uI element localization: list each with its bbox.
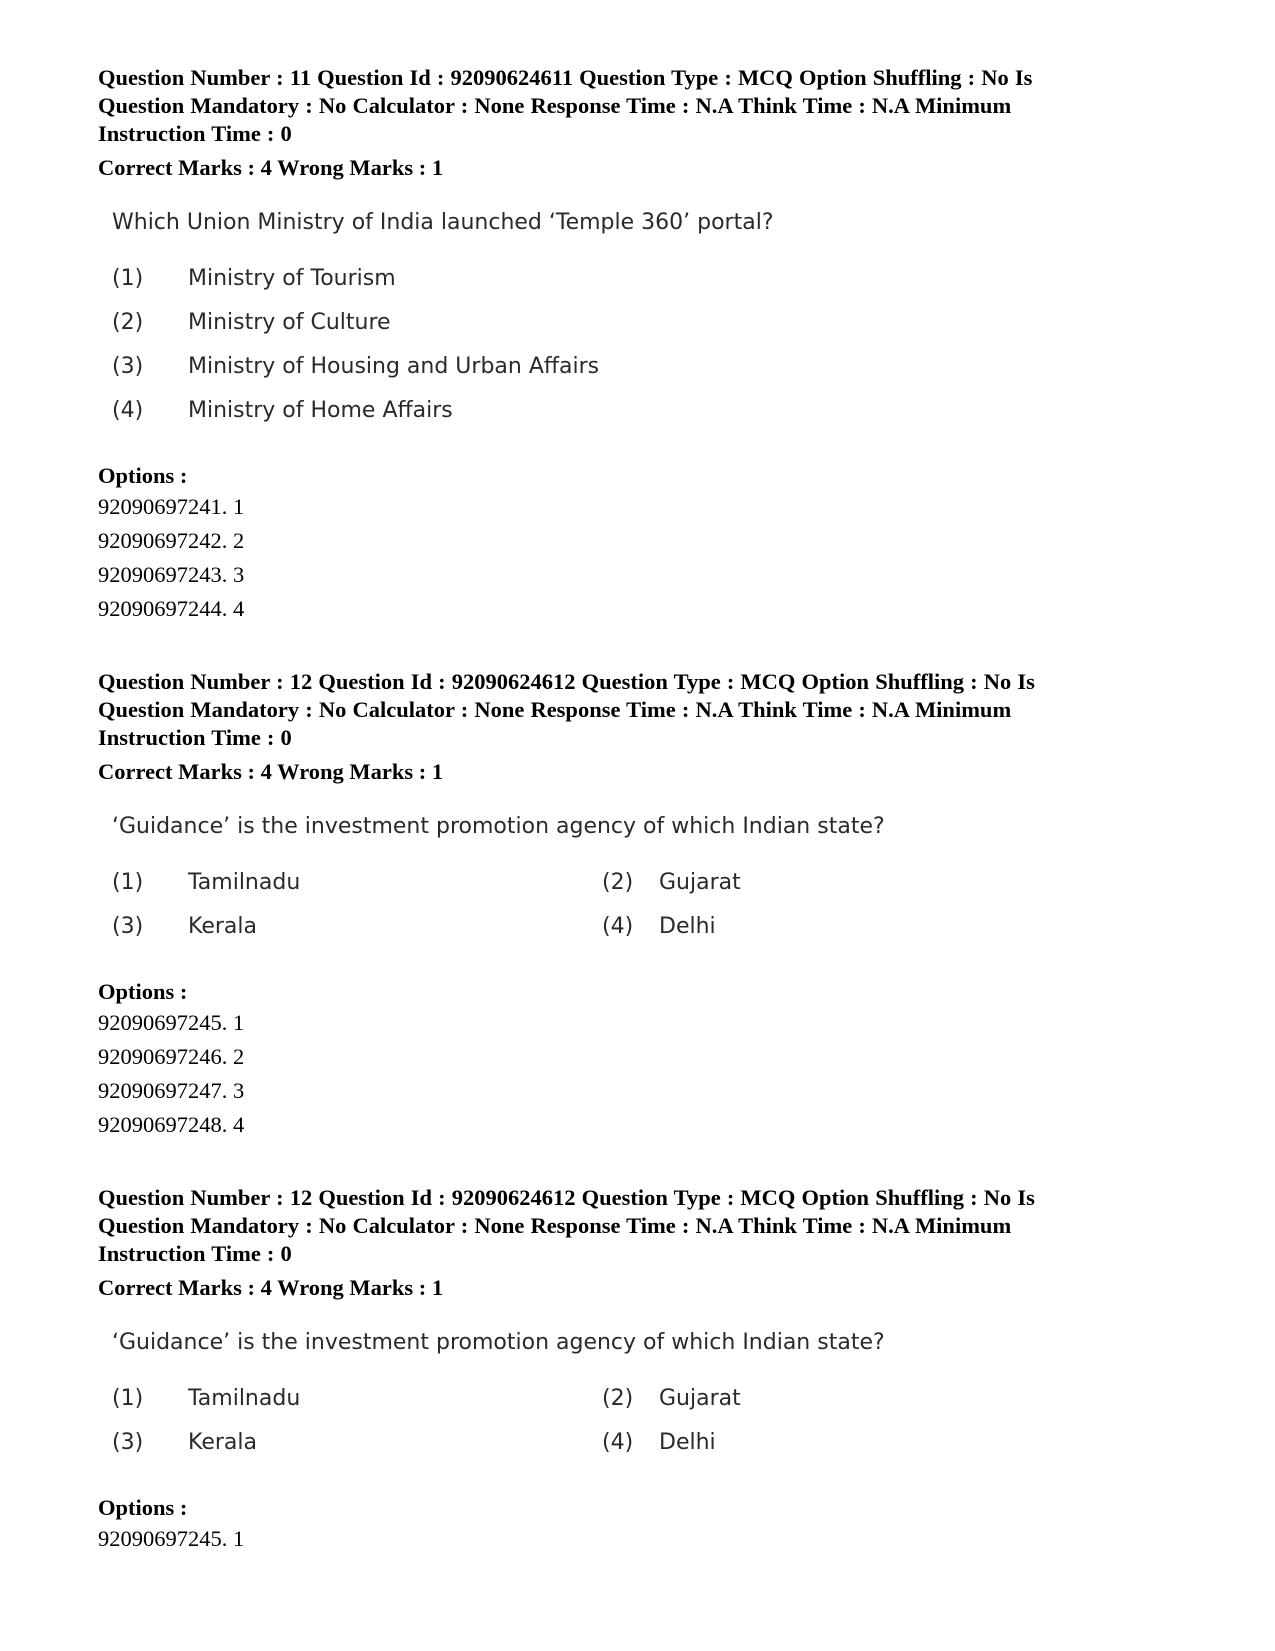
question-meta-line-3: Instruction Time : 0 [98, 725, 292, 750]
question-content [98, 812, 1178, 948]
choice-number: (1) [112, 869, 144, 895]
choice-item [602, 914, 1092, 939]
question-text: ‘Guidance’ is the investment promotion agency of which Indian state? [112, 1330, 885, 1355]
question-meta-line-3: Instruction Time : 0 [98, 1241, 292, 1266]
choice-label: Ministry of Home Affairs [188, 397, 453, 423]
choice-number: (2) [602, 869, 634, 895]
choice-label: Ministry of Tourism [188, 265, 396, 291]
option-id: 92090697248. 4 [98, 1112, 245, 1137]
question-block-12 [98, 668, 1178, 1142]
choice-number: (4) [602, 913, 634, 939]
question-meta-line-2: Question Mandatory : No Calculator : None Response Time : N.A Think Time : N.A Minimum [98, 93, 1012, 118]
choice-item [602, 1386, 1092, 1411]
marks-line: Correct Marks : 4 Wrong Marks : 1 [98, 759, 444, 784]
option-id: 92090697244. 4 [98, 596, 245, 621]
choice-item [112, 870, 602, 895]
choice-label: Ministry of Culture [188, 309, 391, 335]
option-id: 92090697245. 1 [98, 1010, 245, 1035]
question-paper-page [98, 64, 1178, 1556]
question-meta-line-1: Question Number : 11 Question Id : 92090624611 Question Type : MCQ Option Shuffling : No Is [98, 65, 1033, 90]
options-heading: Options : [98, 463, 188, 488]
option-id: 92090697243. 3 [98, 562, 245, 587]
question-meta-line-2: Question Mandatory : No Calculator : None Response Time : N.A Think Time : N.A Minimum [98, 697, 1012, 722]
choice-item [112, 256, 1178, 300]
option-id: 92090697242. 2 [98, 528, 245, 553]
question-block-12-repeat [98, 1184, 1178, 1556]
question-content [98, 1328, 1178, 1464]
question-block-11 [98, 64, 1178, 626]
choice-item [112, 914, 602, 939]
choice-item [112, 344, 1178, 388]
choice-item [602, 870, 1092, 895]
marks-line: Correct Marks : 4 Wrong Marks : 1 [98, 155, 444, 180]
choice-number: (3) [112, 353, 144, 379]
choice-grid [112, 1376, 1178, 1464]
choice-number: (3) [112, 1429, 144, 1455]
question-text: Which Union Ministry of India launched ‘Temple 360’ portal? [112, 210, 774, 235]
question-text: ‘Guidance’ is the investment promotion agency of which Indian state? [112, 814, 885, 839]
choice-label: Ministry of Housing and Urban Affairs [188, 353, 600, 379]
option-id: 92090697247. 3 [98, 1078, 245, 1103]
question-meta-line-1: Question Number : 12 Question Id : 92090624612 Question Type : MCQ Option Shuffling : No Is [98, 669, 1035, 694]
choice-number: (1) [112, 265, 144, 291]
choice-number: (4) [602, 1429, 634, 1455]
choice-item [602, 1430, 1092, 1455]
choice-list [112, 256, 1178, 432]
choice-label: Kerala [188, 913, 257, 939]
choice-label: Gujarat [659, 1385, 741, 1411]
question-meta-line-1: Question Number : 12 Question Id : 92090624612 Question Type : MCQ Option Shuffling : No Is [98, 1185, 1035, 1210]
choice-number: (3) [112, 913, 144, 939]
choice-number: (4) [112, 397, 144, 423]
choice-grid [112, 860, 1178, 948]
choice-label: Kerala [188, 1429, 257, 1455]
option-id: 92090697245. 1 [98, 1526, 245, 1551]
choice-item [112, 388, 1178, 432]
question-meta-line-3: Instruction Time : 0 [98, 121, 292, 146]
choice-item [112, 1430, 602, 1455]
question-meta-line-2: Question Mandatory : No Calculator : None Response Time : N.A Think Time : N.A Minimum [98, 1213, 1012, 1238]
question-content [98, 208, 1178, 432]
options-heading: Options : [98, 1495, 188, 1520]
choice-label: Gujarat [659, 869, 741, 895]
choice-label: Tamilnadu [188, 869, 301, 895]
choice-number: (2) [112, 309, 144, 335]
option-id: 92090697246. 2 [98, 1044, 245, 1069]
choice-label: Delhi [659, 1429, 716, 1455]
options-heading: Options : [98, 979, 188, 1004]
choice-label: Delhi [659, 913, 716, 939]
marks-line: Correct Marks : 4 Wrong Marks : 1 [98, 1275, 444, 1300]
choice-label: Tamilnadu [188, 1385, 301, 1411]
option-id: 92090697241. 1 [98, 494, 245, 519]
choice-item [112, 300, 1178, 344]
choice-number: (2) [602, 1385, 634, 1411]
choice-number: (1) [112, 1385, 144, 1411]
choice-item [112, 1386, 602, 1411]
